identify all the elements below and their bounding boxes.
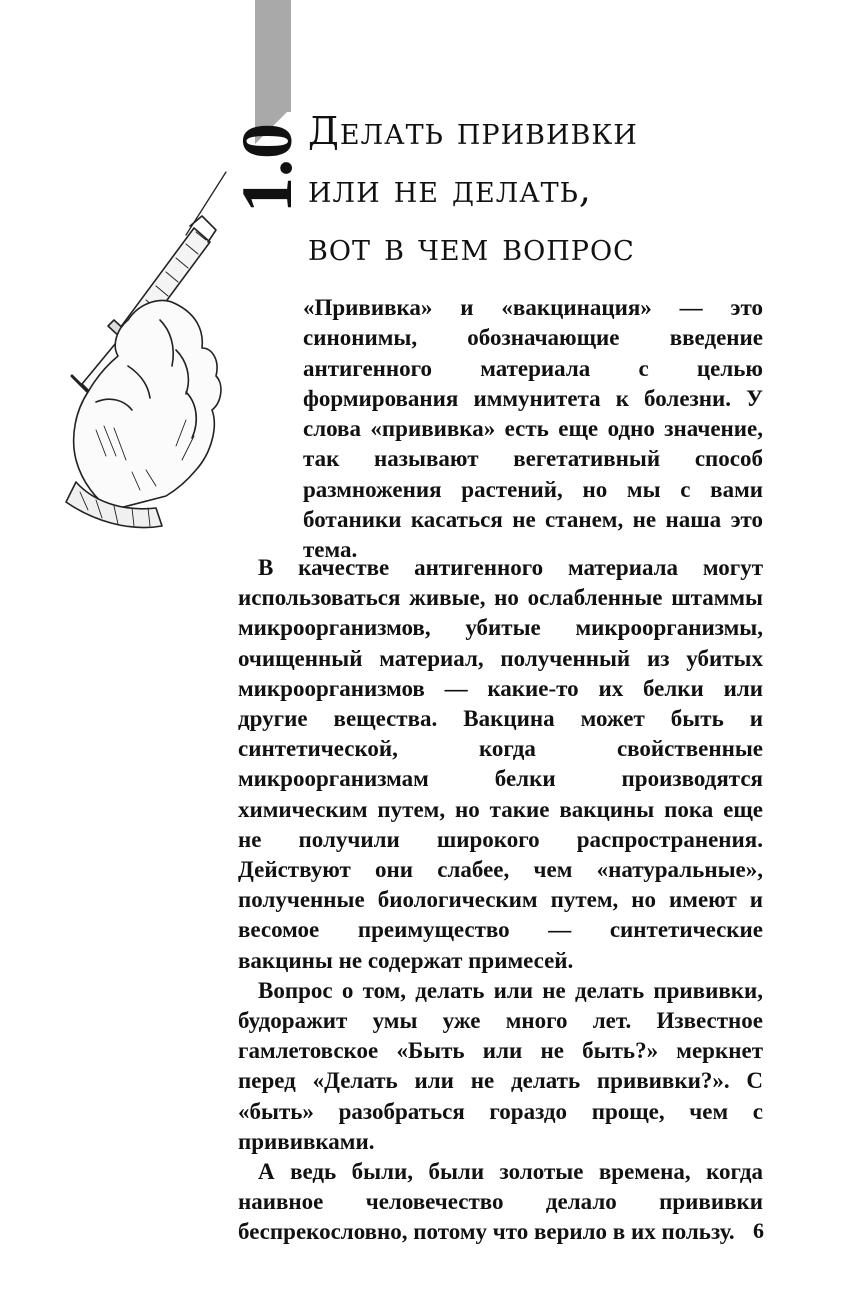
chapter-title-line-3: вот в чем вопрос bbox=[308, 225, 635, 269]
chapter-tab-marker bbox=[255, 0, 291, 112]
chapter-title bbox=[308, 102, 768, 276]
chapter-title-line-1: Делать прививки bbox=[308, 109, 638, 153]
page-number: 6 bbox=[753, 1218, 764, 1243]
intro-text: «Прививка» и «вакцинация» — это синонимы, обозначающие введение антигенного материала с целью формирования иммунитета к болезни. У слова «прививка» есть еще одно значение, так называют вегетативный способ размножения растений, но мы с вами ботаники касаться не станем, не наша это тема. bbox=[303, 295, 763, 563]
chapter-title-line-2: или не делать, bbox=[308, 167, 592, 211]
chapter-number-text: 1.0 bbox=[227, 123, 307, 213]
paragraph-2: Вопрос о том, делать или не делать прививки, будоражит умы уже много лет. Известное гамлетовское «Быть или не быть?» меркнет перед «Делать или не делать прививки?». С «быть» разобраться гораздо проще, чем с прививками. bbox=[238, 977, 763, 1154]
paragraph-3: А ведь были, были золотые времена, когда наивное человечество делало прививки беспрекословно, потому что верило в их пользу. bbox=[238, 1159, 763, 1245]
paragraph-1: В качестве антигенного материала могут использоваться живые, но ослабленные штаммы микроорганизмов, убитые микроорганизмы, очищенный материал, полученный из убитых микроорганизмов — какие-то их белки или другие вещества. Вакцина может быть и синтетической, когда свойственные микроорганизмам белки производятся химическим путем, но такие вакцины пока еще не получили широкого распространения. Действуют они слабее, чем «натуральные», полученные биологическим путем, но имеют и весомое преимущество — синтетические вакцины не содержат примесей. bbox=[238, 555, 763, 973]
body-text bbox=[238, 553, 763, 1248]
intro-paragraph bbox=[303, 293, 763, 566]
syringe-in-gloved-hand-icon bbox=[36, 170, 266, 530]
